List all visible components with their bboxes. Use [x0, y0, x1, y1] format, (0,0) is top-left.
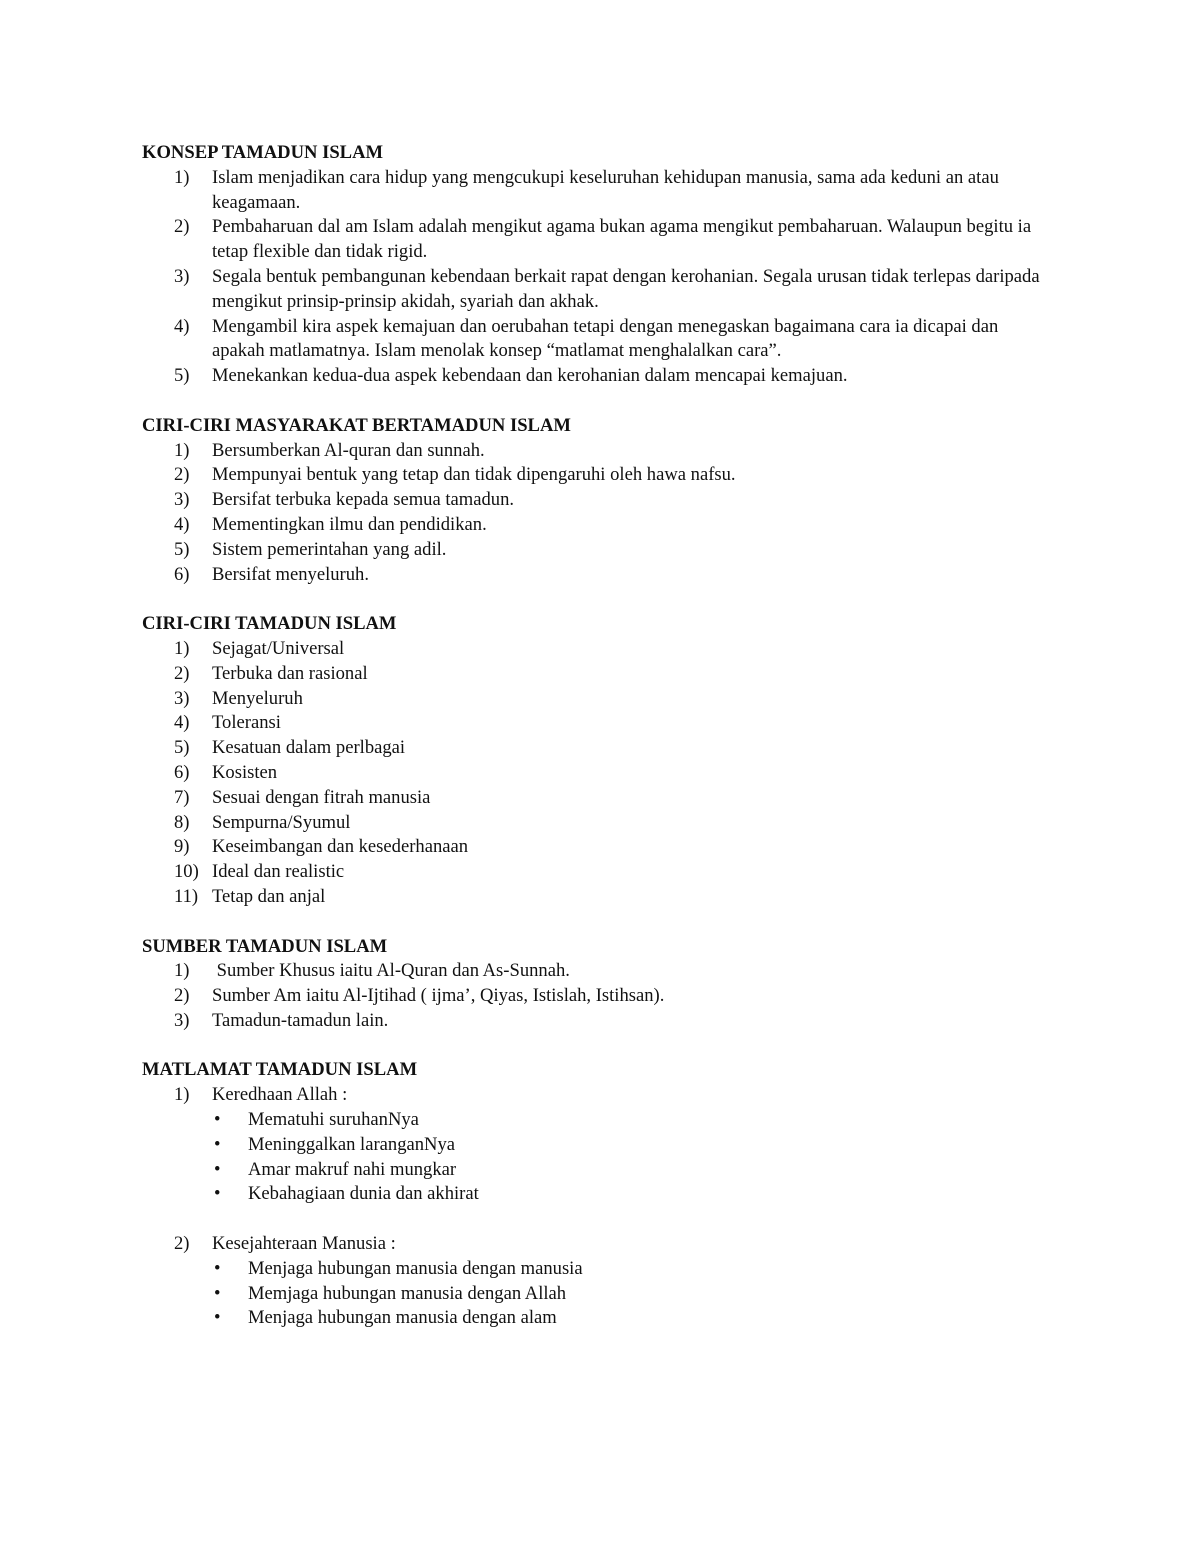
item-number: 1) — [174, 637, 190, 659]
item-text: Pembaharuan dal am Islam adalah mengikut agama bukan agama mengikut pembaharuan. Walaupun begitu ia tetap flexible dan tidak rigid. — [212, 216, 1032, 263]
bullet-icon: • — [214, 1158, 221, 1180]
list-item — [142, 513, 1042, 538]
section-sumber — [142, 935, 1042, 1034]
bullet-item — [212, 1306, 1042, 1331]
bullet-list — [212, 1257, 1042, 1331]
item-number: 5) — [174, 737, 190, 759]
list-item — [142, 736, 1042, 761]
item-number: 3) — [174, 265, 190, 287]
list-item — [142, 662, 1042, 687]
section-title: SUMBER TAMADUN ISLAM — [142, 935, 388, 957]
list-item — [142, 860, 1042, 885]
bullet-item — [212, 1282, 1042, 1307]
list-item — [142, 984, 1042, 1009]
section-matlamat — [142, 1058, 1042, 1331]
item-text: Bersifat terbuka kepada semua tamadun. — [212, 489, 515, 511]
section-title: CIRI-CIRI TAMADUN ISLAM — [142, 613, 397, 635]
item-text: Kosisten — [212, 761, 278, 783]
bullet-icon: • — [214, 1109, 221, 1131]
section-ciri-tamadun — [142, 612, 1042, 910]
item-text: Sumber Khusus iaitu Al-Quran dan As-Sunnah. — [212, 960, 570, 982]
item-number: 5) — [174, 538, 190, 560]
list-item — [142, 711, 1042, 736]
item-number: 5) — [174, 365, 190, 387]
list-item — [142, 463, 1042, 488]
item-number: 6) — [174, 761, 190, 783]
numbered-list — [142, 637, 1042, 910]
bullet-icon: • — [214, 1257, 221, 1279]
item-number: 3) — [174, 1009, 190, 1031]
item-text: Sejagat/Universal — [212, 637, 345, 659]
numbered-list — [142, 1083, 1042, 1331]
item-text: Toleransi — [212, 712, 281, 734]
list-item — [142, 637, 1042, 662]
item-number: 6) — [174, 563, 190, 585]
item-number: 1) — [174, 960, 190, 982]
item-number: 3) — [174, 687, 190, 709]
bullet-icon: • — [214, 1183, 221, 1205]
spacer — [212, 1207, 1042, 1232]
item-text: Ideal dan realistic — [212, 861, 345, 883]
list-item — [142, 687, 1042, 712]
section-title: CIRI-CIRI MASYARAKAT BERTAMADUN ISLAM — [142, 414, 571, 436]
list-item — [142, 265, 1042, 315]
item-number: 2) — [174, 464, 190, 486]
item-number: 2) — [174, 1233, 190, 1255]
item-number: 4) — [174, 513, 190, 535]
item-text: Mengambil kira aspek kemajuan dan oerubahan tetapi dengan menegaskan bagaimana cara ia dicapai dan apakah matlamatnya. Islam menolak konsep “matlamat menghalalkan cara”. — [212, 315, 999, 362]
list-item — [142, 488, 1042, 513]
item-text: Sumber Am iaitu Al-Ijtihad ( ijma’, Qiyas, Istislah, Istihsan). — [212, 985, 665, 1007]
item-text: Kesejahteraan Manusia : — [212, 1233, 396, 1255]
bullet-item — [212, 1257, 1042, 1282]
list-item — [142, 835, 1042, 860]
item-number: 4) — [174, 712, 190, 734]
numbered-list — [142, 166, 1042, 389]
list-item — [142, 959, 1042, 984]
document-page — [142, 141, 1042, 1356]
item-number: 1) — [174, 166, 190, 188]
bullet-icon: • — [214, 1282, 221, 1304]
item-number: 1) — [174, 439, 190, 461]
bullet-list — [212, 1108, 1042, 1207]
list-item — [142, 315, 1042, 365]
bullet-text: Menjaga hubungan manusia dengan alam — [248, 1307, 557, 1329]
item-number: 11) — [174, 885, 199, 907]
item-number: 10) — [174, 861, 199, 883]
list-item — [142, 761, 1042, 786]
item-number: 2) — [174, 216, 190, 238]
item-text: Sempurna/Syumul — [212, 811, 351, 833]
item-text: Bersifat menyeluruh. — [212, 563, 369, 585]
item-number: 1) — [174, 1084, 190, 1106]
item-text: Tetap dan anjal — [212, 885, 326, 907]
item-text: Bersumberkan Al-quran dan sunnah. — [212, 439, 485, 461]
item-text: Menyeluruh — [212, 687, 303, 709]
item-text: Mementingkan ilmu dan pendidikan. — [212, 513, 487, 535]
bullet-text: Mematuhi suruhanNya — [248, 1109, 419, 1131]
bullet-text: Menjaga hubungan manusia dengan manusia — [248, 1257, 583, 1279]
item-number: 8) — [174, 811, 190, 833]
item-text: Sesuai dengan fitrah manusia — [212, 786, 431, 808]
bullet-item — [212, 1108, 1042, 1133]
bullet-item — [212, 1182, 1042, 1207]
bullet-text: Memjaga hubungan manusia dengan Allah — [248, 1282, 567, 1304]
list-item — [142, 215, 1042, 265]
item-text: Kesatuan dalam perlbagai — [212, 737, 406, 759]
bullet-icon: • — [214, 1133, 221, 1155]
item-text: Sistem pemerintahan yang adil. — [212, 538, 447, 560]
item-text: Keseimbangan dan kesederhanaan — [212, 836, 469, 858]
item-number: 9) — [174, 836, 190, 858]
list-item — [142, 1232, 1042, 1331]
item-text: Keredhaan Allah : — [212, 1084, 348, 1106]
list-item — [142, 1083, 1042, 1232]
item-number: 7) — [174, 786, 190, 808]
list-item — [142, 885, 1042, 910]
list-item — [142, 166, 1042, 216]
item-number: 2) — [174, 662, 190, 684]
list-item — [142, 364, 1042, 389]
numbered-list — [142, 439, 1042, 588]
bullet-text: Kebahagiaan dunia dan akhirat — [248, 1183, 479, 1205]
bullet-text: Amar makruf nahi mungkar — [248, 1158, 457, 1180]
item-text: Mempunyai bentuk yang tetap dan tidak dipengaruhi oleh hawa nafsu. — [212, 464, 736, 486]
list-item — [142, 563, 1042, 588]
numbered-list — [142, 959, 1042, 1033]
list-item — [142, 811, 1042, 836]
section-ciri-masyarakat — [142, 414, 1042, 588]
item-text: Segala bentuk pembangunan kebendaan berkait rapat dengan kerohanian. Segala urusan tidak terlepas daripada mengikut prinsip-prinsip akidah, syariah dan akhak. — [212, 265, 1040, 312]
item-text: Terbuka dan rasional — [212, 662, 368, 684]
bullet-item — [212, 1158, 1042, 1183]
section-title: MATLAMAT TAMADUN ISLAM — [142, 1059, 418, 1081]
section-konsep — [142, 141, 1042, 389]
list-item — [142, 538, 1042, 563]
item-text: Menekankan kedua-dua aspek kebendaan dan kerohanian dalam mencapai kemajuan. — [212, 365, 848, 387]
bullet-text: Meninggalkan laranganNya — [248, 1133, 456, 1155]
item-number: 4) — [174, 315, 190, 337]
bullet-icon: • — [214, 1307, 221, 1329]
item-text: Tamadun-tamadun lain. — [212, 1009, 389, 1031]
item-number: 2) — [174, 985, 190, 1007]
list-item — [142, 439, 1042, 464]
bullet-item — [212, 1133, 1042, 1158]
item-number: 3) — [174, 489, 190, 511]
item-text: Islam menjadikan cara hidup yang mengcukupi keseluruhan kehidupan manusia, sama ada keduni an atau keagamaan. — [212, 166, 999, 213]
list-item — [142, 1009, 1042, 1034]
section-title: KONSEP TAMADUN ISLAM — [142, 142, 384, 163]
list-item — [142, 786, 1042, 811]
